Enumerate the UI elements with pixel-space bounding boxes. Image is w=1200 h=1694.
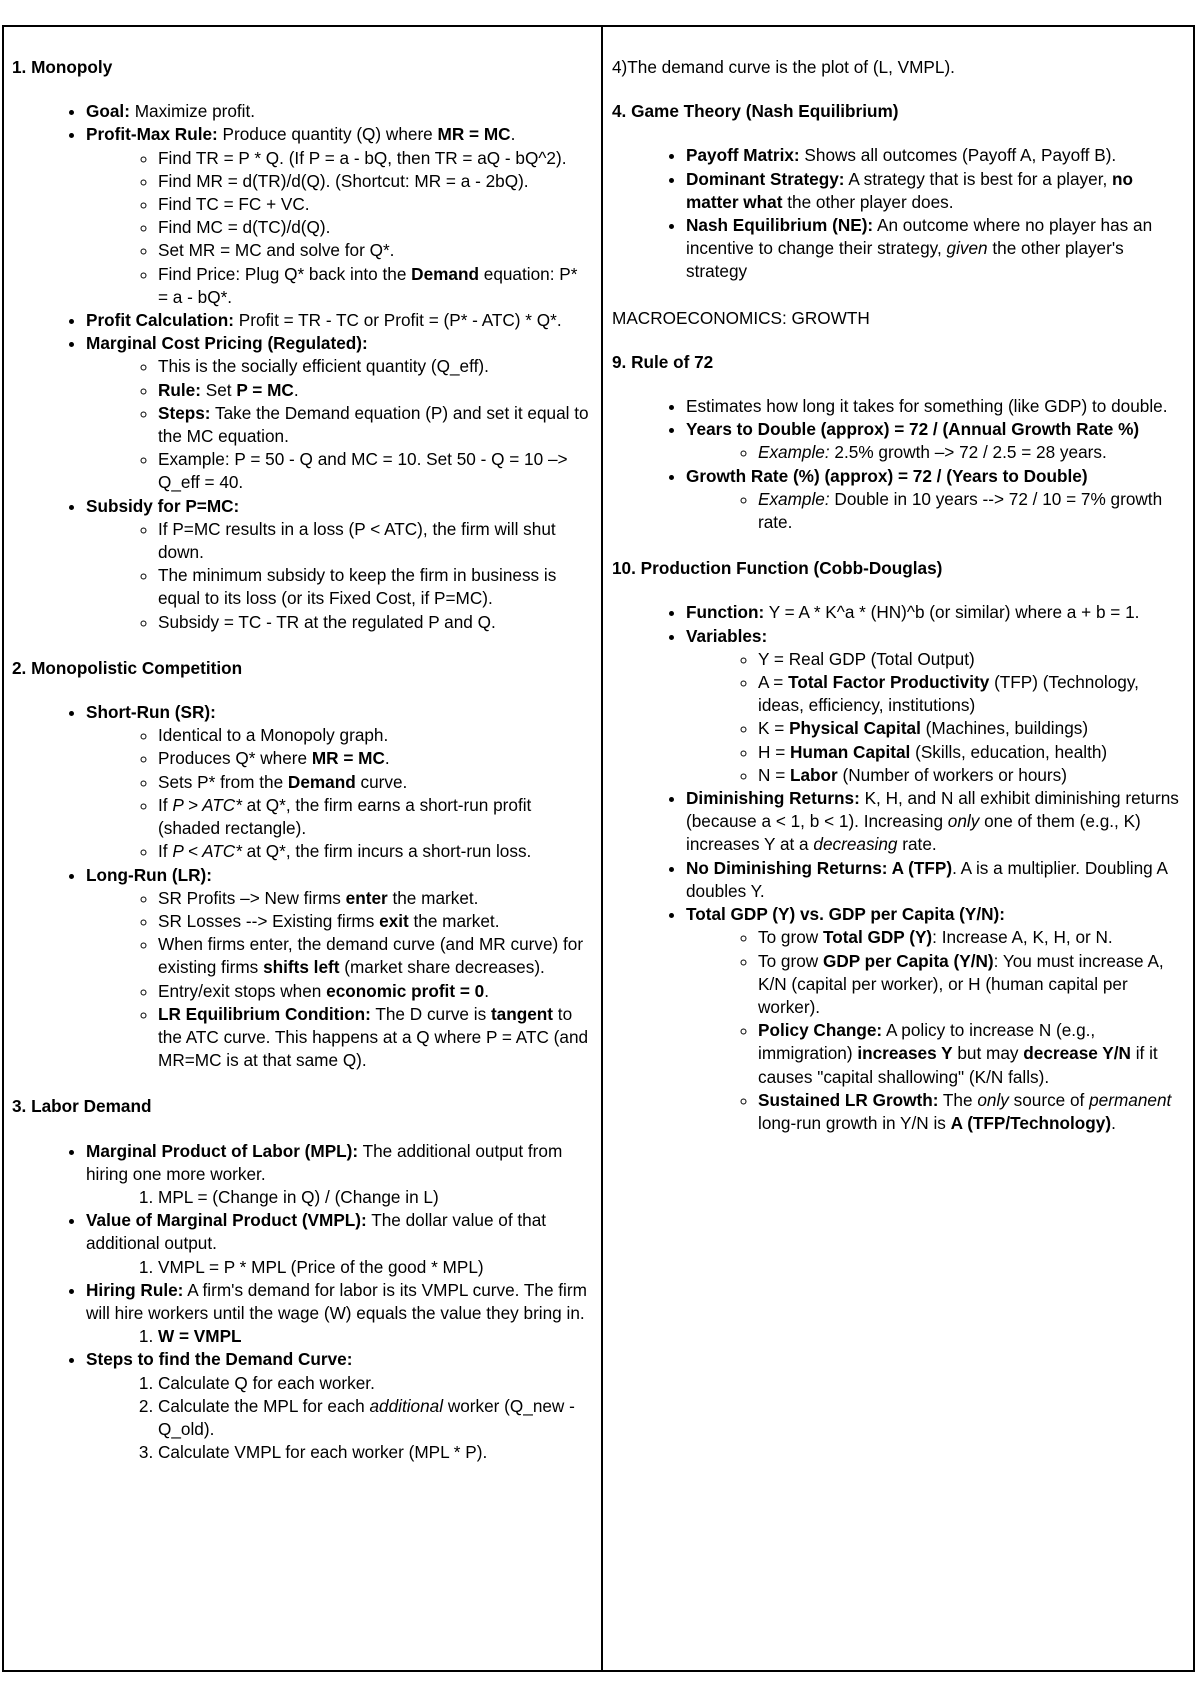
list-item: ◦ If P=MC results in a loss (P < ATC), the firm will shut down. [158, 518, 591, 564]
list-item: 1. MPL = (Change in Q) / (Change in L) [158, 1186, 591, 1209]
list-item: ◦ Sets P* from the Demand curve. [158, 771, 591, 794]
list-item: • Marginal Cost Pricing (Regulated): ◦ This is the socially efficient quantity (Q_eff). ◦ Rule: Set P = MC. ◦ Steps: Take the Demand equation (P) and set it equal to the MC equation. ◦ Example: P = 50 - Q and MC = 10. Set 50 - Q = 10 –> Q_eff = 40. [86, 332, 591, 494]
sub-list [86, 1372, 591, 1465]
sub-list [686, 441, 1179, 464]
list-item: • Dominant Strategy: A strategy that is best for a player, no matter what the other player does. [686, 168, 1179, 214]
list-item: ◦ K = Physical Capital (Machines, buildings) [758, 717, 1179, 740]
sub-list [686, 648, 1179, 787]
list-item: ◦ Find MC = d(TC)/d(Q). [158, 216, 591, 239]
list-item: ◦ Subsidy = TC - TR at the regulated P and Q. [158, 611, 591, 634]
sub-list [86, 724, 591, 863]
list-item: ◦ Set MR = MC and solve for Q*. [158, 239, 591, 262]
list-item: • Goal: Maximize profit. [86, 100, 591, 123]
list-item: • Diminishing Returns: K, H, and N all exhibit diminishing returns (because a < 1, b < 1). Increasing only one of them (e.g., K) increases Y at a decreasing rate. [686, 787, 1179, 857]
list-item: • Long-Run (LR): ◦ SR Profits –> New firms enter the market. ◦ SR Losses --> Existing firms exit the market. ◦ When firms enter, the demand curve (and MR curve) for existing firms shifts left (market share decreases). ◦ Entry/exit stops when economic profit = 0. ◦ LR Equilibrium Condition: The D curve is tangent to the ATC curve. This happens at a Q where P = ATC (and MR=MC is at that same Q). [86, 864, 591, 1073]
rule-of-72-list [612, 395, 1179, 534]
list-item: ◦ N = Labor (Number of workers or hours) [758, 764, 1179, 787]
sub-list [86, 355, 591, 494]
list-item: ◦ If P < ATC* at Q*, the firm incurs a short-run loss. [158, 840, 591, 863]
section-title-labor-demand: 3. Labor Demand [12, 1096, 152, 1117]
list-item: 1. VMPL = P * MPL (Price of the good * MPL) [158, 1256, 591, 1279]
list-item: ◦ When firms enter, the demand curve (and MR curve) for existing firms shifts left (market share decreases). [158, 933, 591, 979]
list-item: ◦ Identical to a Monopoly graph. [158, 724, 591, 747]
list-item: 1. W = VMPL [158, 1325, 591, 1348]
list-item: ◦ SR Losses --> Existing firms exit the market. [158, 910, 591, 933]
list-item: ◦ LR Equilibrium Condition: The D curve is tangent to the ATC curve. This happens at a Q where P = ATC (and MR=MC is at that same Q). [158, 1003, 591, 1073]
list-item: • Total GDP (Y) vs. GDP per Capita (Y/N): ◦ To grow Total GDP (Y): Increase A, K, H, or N. ◦ To grow GDP per Capita (Y/N): You must increase A, K/N (capital per worker), or H (human capital per worker). ◦ Policy Change: A policy to increase N (e.g., immigration) increases Y but may decrease Y/N if it causes "capital shallowing" (K/N falls). ◦ Sustained LR Growth: The only source of permanent long-run growth in Y/N is A (TFP/Technology). [686, 903, 1179, 1135]
section-title-production-function: 10. Production Function (Cobb-Douglas) [612, 558, 943, 579]
list-item: ◦ Find TC = FC + VC. [158, 193, 591, 216]
list-item: ◦ Find MR = d(TR)/d(Q). (Shortcut: MR = a - 2bQ). [158, 170, 591, 193]
list-item: ◦ Entry/exit stops when economic profit = 0. [158, 980, 591, 1003]
list-item: • Short-Run (SR): ◦ Identical to a Monopoly graph. ◦ Produces Q* where MR = MC. ◦ Sets P* from the Demand curve. ◦ If P > ATC* at Q*, the firm earns a short-run profit (shaded rectangle). ◦ If P < ATC* at Q*, the firm incurs a short-run loss. [86, 701, 591, 863]
list-item: ◦ Produces Q* where MR = MC. [158, 747, 591, 770]
list-item: ◦ Y = Real GDP (Total Output) [758, 648, 1179, 671]
sub-list [86, 887, 591, 1073]
list-item: • Marginal Product of Labor (MPL): The additional output from hiring one more worker. 1. MPL = (Change in Q) / (Change in L) [86, 1140, 591, 1210]
production-list [612, 601, 1179, 1135]
section-title-rule-of-72: 9. Rule of 72 [612, 351, 714, 372]
section-title-monopolistic-competition: 2. Monopolistic Competition [12, 657, 243, 678]
section-title-game-theory: 4. Game Theory (Nash Equilibrium) [612, 101, 899, 122]
sub-list [686, 488, 1179, 534]
list-item: ◦ To grow GDP per Capita (Y/N): You must increase A, K/N (capital per worker), or H (human capital per worker). [758, 950, 1179, 1020]
monopolistic-list [12, 701, 591, 1072]
section-title-monopoly: 1. Monopoly [12, 57, 113, 77]
list-item: ◦ Find TR = P * Q. (If P = a - bQ, then TR = aQ - bQ^2). [158, 147, 591, 170]
list-item: ◦ Sustained LR Growth: The only source of permanent long-run growth in Y/N is A (TFP/Technology). [758, 1089, 1179, 1135]
list-item: • Value of Marginal Product (VMPL): The dollar value of that additional output. 1. VMPL = P * MPL (Price of the good * MPL) [86, 1209, 591, 1279]
sub-list [86, 1256, 591, 1279]
list-item: • Profit Calculation: Profit = TR - TC or Profit = (P* - ATC) * Q*. [86, 309, 591, 332]
list-item: ◦ Steps: Take the Demand equation (P) and set it equal to the MC equation. [158, 402, 591, 448]
list-item: • Variables: ◦ Y = Real GDP (Total Output) ◦ A = Total Factor Productivity (TFP) (Technology, ideas, efficiency, institutions) ◦ K = Physical Capital (Machines, buildings) ◦ H = Human Capital (Skills, education, health) ◦ N = Labor (Number of workers or hours) [686, 625, 1179, 787]
list-item: ◦ If P > ATC* at Q*, the firm earns a short-run profit (shaded rectangle). [158, 794, 591, 840]
list-item: ◦ The minimum subsidy to keep the firm in business is equal to its loss (or its Fixed Cost, if P=MC). [158, 564, 591, 610]
labor-list [12, 1140, 591, 1465]
list-item: • Function: Y = A * K^a * (HN)^b (or similar) where a + b = 1. [686, 601, 1179, 624]
list-item: ◦ Find Price: Plug Q* back into the Demand equation: P* = a - bQ*. [158, 263, 591, 309]
notes-table [2, 25, 1195, 1672]
list-item: • Subsidy for P=MC: ◦ If P=MC results in a loss (P < ATC), the firm will shut down. ◦ The minimum subsidy to keep the firm in business is equal to its loss (or its Fixed Cost, if P=MC). ◦ Subsidy = TC - TR at the regulated P and Q. [86, 495, 591, 634]
list-item: ◦ Policy Change: A policy to increase N (e.g., immigration) increases Y but may decrease Y/N if it causes "capital shallowing" (K/N falls). [758, 1019, 1179, 1089]
game-theory-list [612, 144, 1179, 283]
monopoly-list [12, 100, 591, 634]
list-item: 3. Calculate VMPL for each worker (MPL * P). [158, 1441, 591, 1464]
macroeconomics-heading: MACROECONOMICS: GROWTH [612, 307, 870, 328]
list-item: • Hiring Rule: A firm's demand for labor is its VMPL curve. The firm will hire workers until the wage (W) equals the value they bring in. 1. W = VMPL [86, 1279, 591, 1349]
list-item: ◦ This is the socially efficient quantity (Q_eff). [158, 355, 591, 378]
list-item: • Profit-Max Rule: Produce quantity (Q) where MR = MC. ◦ Find TR = P * Q. (If P = a - bQ, then TR = aQ - bQ^2). ◦ Find MR = d(TR)/d(Q). (Shortcut: MR = a - 2bQ). ◦ Find TC = FC + VC. ◦ Find MC = d(TC)/d(Q). ◦ Set MR = MC and solve for Q*. ◦ Find Price: Plug Q* back into the Demand equation: P* = a - bQ*. [86, 123, 591, 309]
list-item: ◦ Example: Double in 10 years --> 72 / 10 = 7% growth rate. [758, 488, 1179, 534]
list-item: ◦ Example: 2.5% growth –> 72 / 2.5 = 28 years. [758, 441, 1179, 464]
list-item: ◦ Example: P = 50 - Q and MC = 10. Set 50 - Q = 10 –> Q_eff = 40. [158, 448, 591, 494]
sub-list [86, 1186, 591, 1209]
list-item: • Payoff Matrix: Shows all outcomes (Payoff A, Payoff B). [686, 144, 1179, 167]
left-column [4, 27, 603, 1670]
list-item: • Growth Rate (%) (approx) = 72 / (Years to Double) ◦ Example: Double in 10 years --> 72 / 10 = 7% growth rate. [686, 465, 1179, 535]
right-column [603, 27, 1193, 1670]
list-item: • Steps to find the Demand Curve: 1. Calculate Q for each worker. 2. Calculate the MPL for each additional worker (Q_new - Q_old). 3. Calculate VMPL for each worker (MPL * P). [86, 1348, 591, 1464]
list-item: • Years to Double (approx) = 72 / (Annual Growth Rate %) ◦ Example: 2.5% growth –> 72 / 2.5 = 28 years. [686, 418, 1179, 464]
list-item: 1. Calculate Q for each worker. [158, 1372, 591, 1395]
list-item: • Estimates how long it takes for something (like GDP) to double. [686, 395, 1179, 418]
list-item: ◦ A = Total Factor Productivity (TFP) (Technology, ideas, efficiency, institutions) [758, 671, 1179, 717]
list-item: • No Diminishing Returns: A (TFP). A is a multiplier. Doubling A doubles Y. [686, 857, 1179, 903]
sub-list [686, 926, 1179, 1135]
list-item: ◦ SR Profits –> New firms enter the market. [158, 887, 591, 910]
sub-list [86, 518, 591, 634]
list-item: ◦ To grow Total GDP (Y): Increase A, K, H, or N. [758, 926, 1179, 949]
list-item: ◦ H = Human Capital (Skills, education, health) [758, 741, 1179, 764]
list-item: • Nash Equilibrium (NE): An outcome where no player has an incentive to change their strategy, given the other player's strategy [686, 214, 1179, 284]
sub-list [86, 1325, 591, 1348]
list-item: 2. Calculate the MPL for each additional worker (Q_new - Q_old). [158, 1395, 591, 1441]
demand-curve-step: 4)The demand curve is the plot of (L, VMPL). [612, 57, 955, 77]
sub-list [86, 147, 591, 309]
list-item: ◦ Rule: Set P = MC. [158, 379, 591, 402]
